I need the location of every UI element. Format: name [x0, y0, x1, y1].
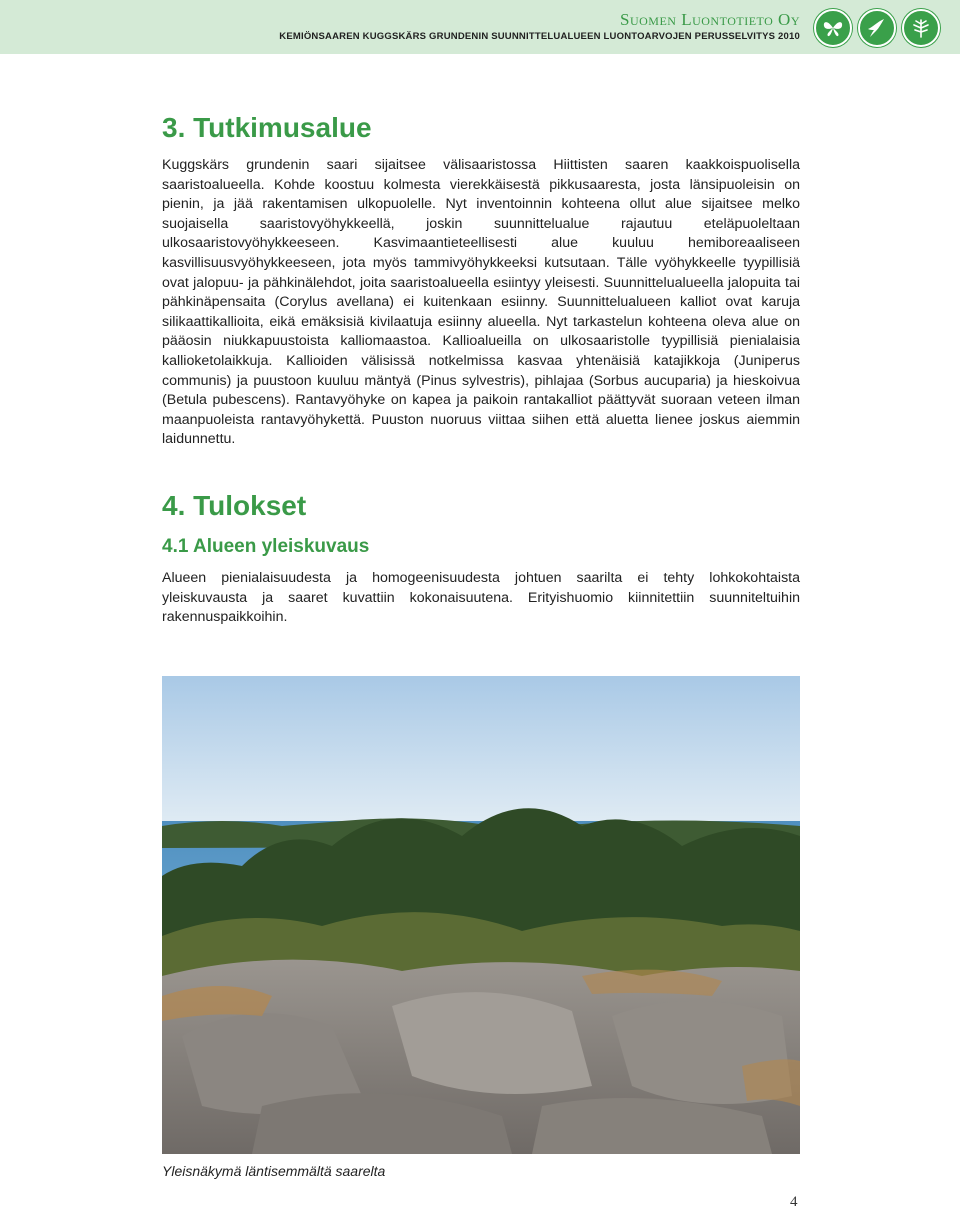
report-title: KEMIÖNSAAREN KUGGSKÄRS GRUNDENIN SUUNNITTELUALUEEN LUONTOARVOJEN PERUSSELVITYS 2010	[279, 31, 800, 42]
plant-icon	[902, 9, 940, 47]
body-paragraph: Kuggskärs grundenin saari sijaitsee välisaaristossa Hiittisten saaren kaakkoispuolisella saaristoalueella. Kohde koostuu kolmesta vierekkäisestä pikkusaaresta, josta länsipuoleisin on pienin, ja jää rakentamisen ulkopuolelle. Nyt inventoinnin kohteena ollut alue sijaitsee melko suojaisella saaristovyöhykkeellä, joskin suunnittelualue rajautuu eteläpuoleltaan ulkosaaristovyöhykkeeseen. Kasvimaantieteellisesti alue kuuluu hemiboreaaliseen kasvillisuusvyöhykkeeseen, jota myös tammivyöhykkeeksi kutsutaan. Tälle vyöhykkeelle tyypillisiä ovat jalopuu- ja pähkinälehdot, joita saaristoalueella esiintyy yleisesti. Suunnittelualueella jalopuita tai pähkinäpensaita (Corylus avellana) ei kuitenkaan esiinny. Suunnittelualueen kalliot ovat karuja silikaattikallioita, eikä emäksisiä kivilaatuja esiinny alueella. Nyt tarkastelun kohteena oleva alue on pääosin niukkapuustoista kalliomaastoa. Kallioalueilla on ulkosaaristolle tyypillisiä pienialaisia kallioketolaikkuja. Kallioiden välisissä notkelmissa kasvaa yhtenäisiä katajikkoja (Juniperus communis) ja puustoon kuuluu mäntyä (Pinus sylvestris), pihlajaa (Sorbus aucuparia) ja hieskoivua (Betula pubescens). Rantavyöhyke on kapea ja paikoin rantakalliot päättyvät suoraan veteen ilman maanpuoleista rantavyöhykettä. Puuston nuoruus viittaa siihen että aluetta lienee joskus aiemmin laidunnettu.	[162, 157, 800, 448]
page-number: 4	[790, 1194, 798, 1210]
figure-caption: Yleisnäkymä läntisemmältä saarelta	[162, 1163, 386, 1179]
body-paragraph: Alueen pienialaisuudesta ja homogeenisuudesta johtuen saarilta ei tehty lohkokohtaista yleiskuvausta ja saaret kuvattiin kokonaisuutena. Erityishuomio kiinnitettiin suunniteltuihin rakennuspaikkoihin.	[162, 570, 800, 626]
section-4-body	[162, 569, 800, 628]
section-heading: 3. Tutkimusalue	[162, 112, 372, 143]
section-heading: 4. Tulokset	[162, 490, 307, 521]
butterfly-icon	[814, 9, 852, 47]
section-4	[162, 490, 800, 522]
logo-group	[814, 9, 940, 47]
section-3	[162, 112, 800, 144]
subsection-4-1	[162, 536, 800, 558]
page-header	[0, 0, 960, 54]
subsection-heading: 4.1 Alueen yleiskuvaus	[162, 536, 370, 557]
bird-icon	[858, 9, 896, 47]
section-3-body	[162, 156, 800, 450]
organization-name: Suomen Luontotieto Oy	[620, 10, 800, 29]
landscape-photo	[162, 676, 800, 1154]
